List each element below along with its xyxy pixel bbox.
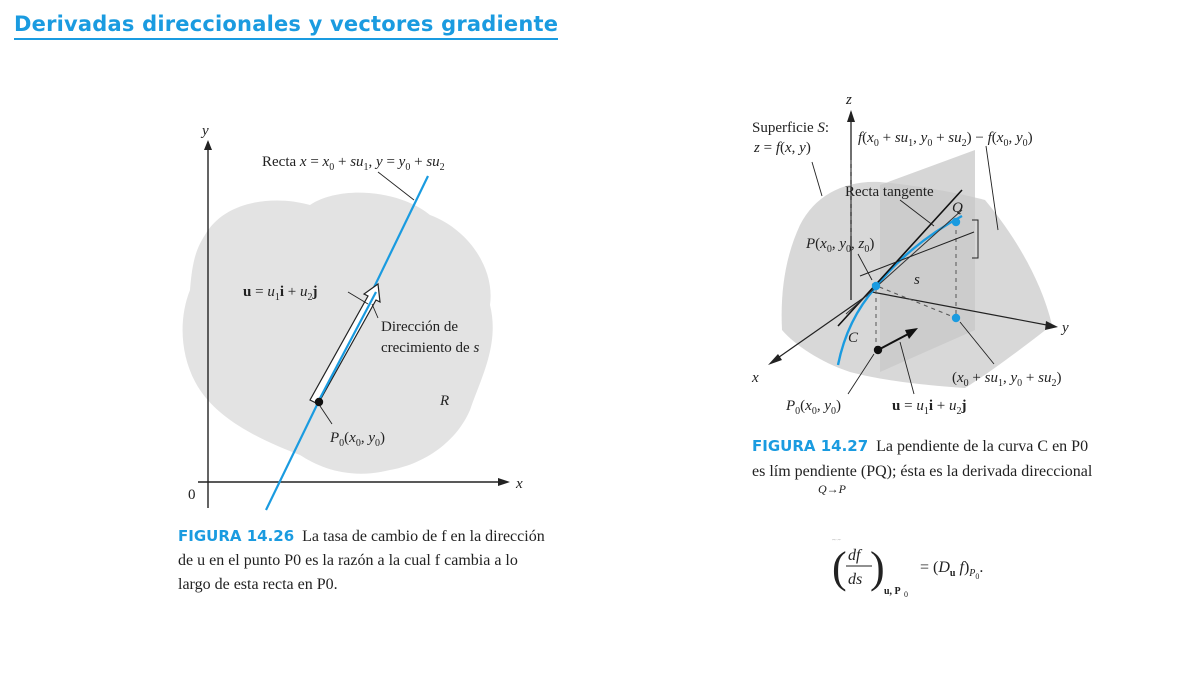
difference-label: $f(x_0 + su_1$, $y_0 + su_2) - f(x_0$, $y_0$): [858, 130, 1033, 149]
p-label: $P(x_0$, $y_0$, $z_0$): [806, 236, 875, 255]
formula-rhs: = ($D_u$ $f)_P0$.: [920, 559, 984, 581]
direction-label-line2: crecimiento de s: [381, 340, 480, 356]
z-axis-label: z: [846, 92, 852, 108]
point-base: [952, 314, 960, 322]
tangent-label: Recta tangente: [845, 184, 934, 200]
z-axis-arrow: [847, 110, 855, 122]
formula-df: df: [848, 547, 861, 564]
formula-subscript-0: 0: [904, 590, 908, 599]
formula-subscript: u, P: [884, 586, 901, 597]
formula-open-paren: (: [832, 543, 847, 592]
region-label: R: [440, 393, 450, 409]
caption-14-27-text: La pendiente de la curva C en P0 es lím pendiente (PQ); ésta es la derivada direccional: [752, 438, 1093, 480]
formula-ds: ds: [848, 571, 863, 588]
line-equation-label: Recta $x = x_0 + su_1$, $y = y_0 + su_2$: [262, 154, 445, 173]
u-vector-3d-label: $u = u_1i + u_2j$: [892, 398, 967, 417]
caption-14-26-text: La tasa de cambio de f en la dirección de u en el punto P0 es la razón a la cual f cambia a lo largo de esta recta en P0.: [178, 528, 545, 593]
x-axis-3d-arrow: [768, 354, 782, 365]
directional-derivative-formula: [832, 540, 1032, 598]
base-point-label: ($x_0 + su_1$, $y_0 + su_2$): [952, 370, 1062, 389]
formula-data: (df/ds)u,P0 = (Duf)P0.: [832, 540, 842, 541]
x-axis-3d-label: x: [752, 370, 759, 386]
point-p: [872, 282, 880, 290]
formula-close-paren: ): [870, 543, 885, 592]
y-axis-3d-arrow: [1045, 321, 1058, 330]
point-p0-label: $P_0(x_0$, $y_0$): [330, 430, 386, 449]
surface-label-2: z = f(x, y): [754, 140, 811, 156]
x-axis-label: x: [516, 476, 523, 492]
c-label: C: [848, 330, 859, 346]
page-title: Derivadas direccionales y vectores gradiente: [14, 12, 558, 40]
surface-label-1: Superficie S:: [752, 120, 830, 136]
point-q: [952, 218, 960, 226]
limit-subscript: Q→P: [818, 482, 846, 496]
q-label: Q: [952, 200, 963, 216]
caption-14-27: [752, 434, 1102, 496]
caption-14-27-number: FIGURA 14.27: [752, 437, 869, 455]
origin-label: 0: [188, 487, 196, 503]
caption-14-26-number: FIGURA 14.26: [178, 527, 295, 545]
s-label: s: [914, 272, 920, 288]
u-vector-label: $u = u_1i + u_2j$: [243, 284, 318, 303]
p0-3d-label: $P_0(x_0$, $y_0$): [786, 398, 842, 417]
y-axis-label: y: [202, 123, 209, 139]
direction-label-line1: Dirección de: [381, 319, 459, 335]
y-axis-3d-label: y: [1062, 320, 1069, 336]
surface-leader: [812, 162, 822, 196]
